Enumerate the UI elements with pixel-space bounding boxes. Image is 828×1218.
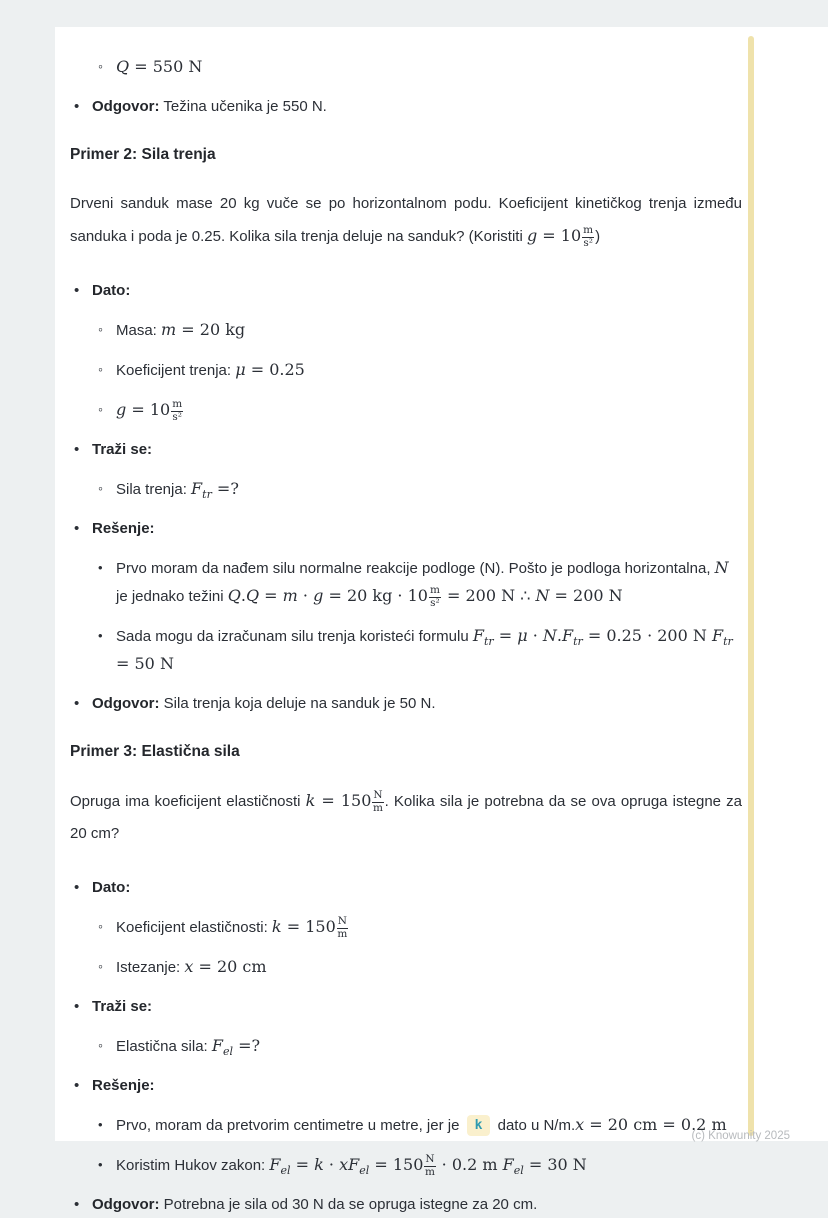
list-item-answer-1 <box>70 93 742 120</box>
math-fraction: $\frac{m}{\text{s²}}$ <box>429 584 440 609</box>
bullet-icon <box>98 1111 116 1139</box>
inline-code-badge: k <box>467 1115 491 1136</box>
paragraph-primer-2: Drveni sanduk mase 20 kg vuče se po horizontalnom podu. Koeficijent kinetičkog trenja između sanduka i poda je 0.25. Kolika sila trenja deluje na sanduk? (Koristiti g = 10 $\frac{m}{\text{s²}}$ ) <box>70 195 742 249</box>
list-item-koeficijent-elasticnosti <box>98 913 742 941</box>
answer-2-text: Odgovor: Sila trenja koja deluje na sanduk je 50 N. <box>92 695 436 712</box>
list-item-g-value <box>98 396 742 424</box>
list-item-dato-2 <box>70 874 742 901</box>
bullet-icon <box>74 1191 92 1218</box>
circle-bullet-icon <box>98 53 116 81</box>
list-item-sila-trenja <box>98 475 742 503</box>
solution-2a-text: Prvo, moram da pretvorim centimetre u metre, jer je k dato u N/m.x = 20 cm = 0.2 m <box>116 1115 727 1134</box>
bullet-icon <box>74 93 92 120</box>
list-item-trazi-se-1 <box>70 436 742 463</box>
math-fraction: $\frac{N}{m}$ <box>337 915 348 940</box>
trazi-se-1-label: Traži se: <box>92 441 153 458</box>
trazi-se-2-label: Traži se: <box>92 998 153 1015</box>
bullet-icon <box>98 554 116 610</box>
bullet-icon <box>74 1072 92 1099</box>
bullet-icon <box>74 690 92 717</box>
circle-bullet-icon <box>98 1032 116 1060</box>
list-item-answer-2 <box>70 690 742 717</box>
list-item-solution-1a <box>98 554 742 610</box>
math-fraction: $\frac{m}{\text{s²}}$ <box>583 224 594 249</box>
bullet-icon <box>98 622 116 678</box>
bullet-icon <box>98 1151 116 1179</box>
koeficijent-elasticnosti-text: Koeficijent elastičnosti: k = 150 $\frac{N}{m}$ <box>116 915 348 940</box>
solution-2b-text: Koristim Hukov zakon: $F_{el} = k \cdot xF_{el} = 150$ $\frac{N}{m}$ · 0.2 m $F_{el} = 30$ N <box>116 1153 587 1178</box>
bullet-icon <box>74 436 92 463</box>
istezanje-text: Istezanje: x = 20 cm <box>116 957 267 976</box>
page-edge-stripe <box>748 36 754 1136</box>
sila-trenja-text: Sila trenja: $F_{tr}$ =? <box>116 479 239 502</box>
solution-1b-text: Sada mogu da izračunam silu trenja koristeći formulu $F_{tr} = \mu \cdot N.F_{tr} = 0.25 \cdot 200$ N $F_{tr} = 50$ N <box>116 626 733 673</box>
list-item-koeficijent-trenja <box>98 356 742 384</box>
heading-primer-2: Primer 2: Sila trenja <box>70 146 216 163</box>
circle-bullet-icon <box>98 913 116 941</box>
document-content <box>55 27 828 1218</box>
list-item-trazi-se-2 <box>70 993 742 1020</box>
list-item-resenje-1 <box>70 515 742 542</box>
list-item-resenje-2 <box>70 1072 742 1099</box>
g-value-text: g = 10 $\frac{m}{\text{s²}}$ <box>116 398 183 423</box>
circle-bullet-icon <box>98 475 116 503</box>
dato-2-label: Dato: <box>92 879 131 896</box>
math-fraction: $\frac{N}{m}$ <box>373 789 383 814</box>
document-card <box>55 27 828 1213</box>
bullet-icon <box>74 993 92 1020</box>
list-item-solution-2b <box>98 1151 742 1179</box>
list-item-masa <box>98 316 742 344</box>
dato-1-label: Dato: <box>92 282 131 299</box>
paragraph-primer-3: Opruga ima koeficijent elastičnosti k = 150 $\frac{N}{m}$ . Kolika sila je potrebna da se ova opruga istegne za 20 cm? <box>70 789 743 842</box>
list-item-solution-1b <box>98 622 742 678</box>
solution-1a-text: Prvo moram da nađem silu normalne reakcije podloge (N). Pošto je podloga horizontalna, N je jednako težini Q.Q = m · g = 20 kg · 10 $\frac{m}{\text{s²}}$ = 200 N ∴ N = 200 N <box>116 558 729 609</box>
bullet-icon <box>74 874 92 901</box>
circle-bullet-icon <box>98 953 116 981</box>
resenje-1-label: Rešenje: <box>92 520 155 537</box>
circle-bullet-icon <box>98 356 116 384</box>
q-value-text: Q = 550 N <box>116 57 203 76</box>
bullet-icon <box>74 515 92 542</box>
resenje-2-label: Rešenje: <box>92 1077 155 1094</box>
circle-bullet-icon <box>98 396 116 424</box>
list-item-solution-2a <box>98 1111 742 1139</box>
list-item-q-value <box>98 53 742 81</box>
list-item-elasticna-sila <box>98 1032 742 1060</box>
list-item-answer-3 <box>70 1191 742 1218</box>
list-item-istezanje <box>98 953 742 981</box>
heading-primer-3: Primer 3: Elastična sila <box>70 743 240 760</box>
answer-3-text: Odgovor: Potrebna je sila od 30 N da se opruga istegne za 20 cm. <box>92 1196 538 1213</box>
koeficijent-trenja-text: Koeficijent trenja: μ = 0.25 <box>116 360 305 379</box>
math-fraction: $\frac{N}{m}$ <box>424 1153 435 1178</box>
masa-text: Masa: m = 20 kg <box>116 320 246 339</box>
copyright-watermark: (c) Knowunity 2025 <box>691 1130 790 1142</box>
bullet-icon <box>74 277 92 304</box>
answer-1-text: Odgovor: Težina učenika je 550 N. <box>92 98 327 115</box>
circle-bullet-icon <box>98 316 116 344</box>
elasticna-sila-text: Elastična sila: $F_{el}$ =? <box>116 1036 261 1059</box>
math-fraction: $\frac{m}{\text{s²}}$ <box>172 398 183 423</box>
list-item-dato-1 <box>70 277 742 304</box>
